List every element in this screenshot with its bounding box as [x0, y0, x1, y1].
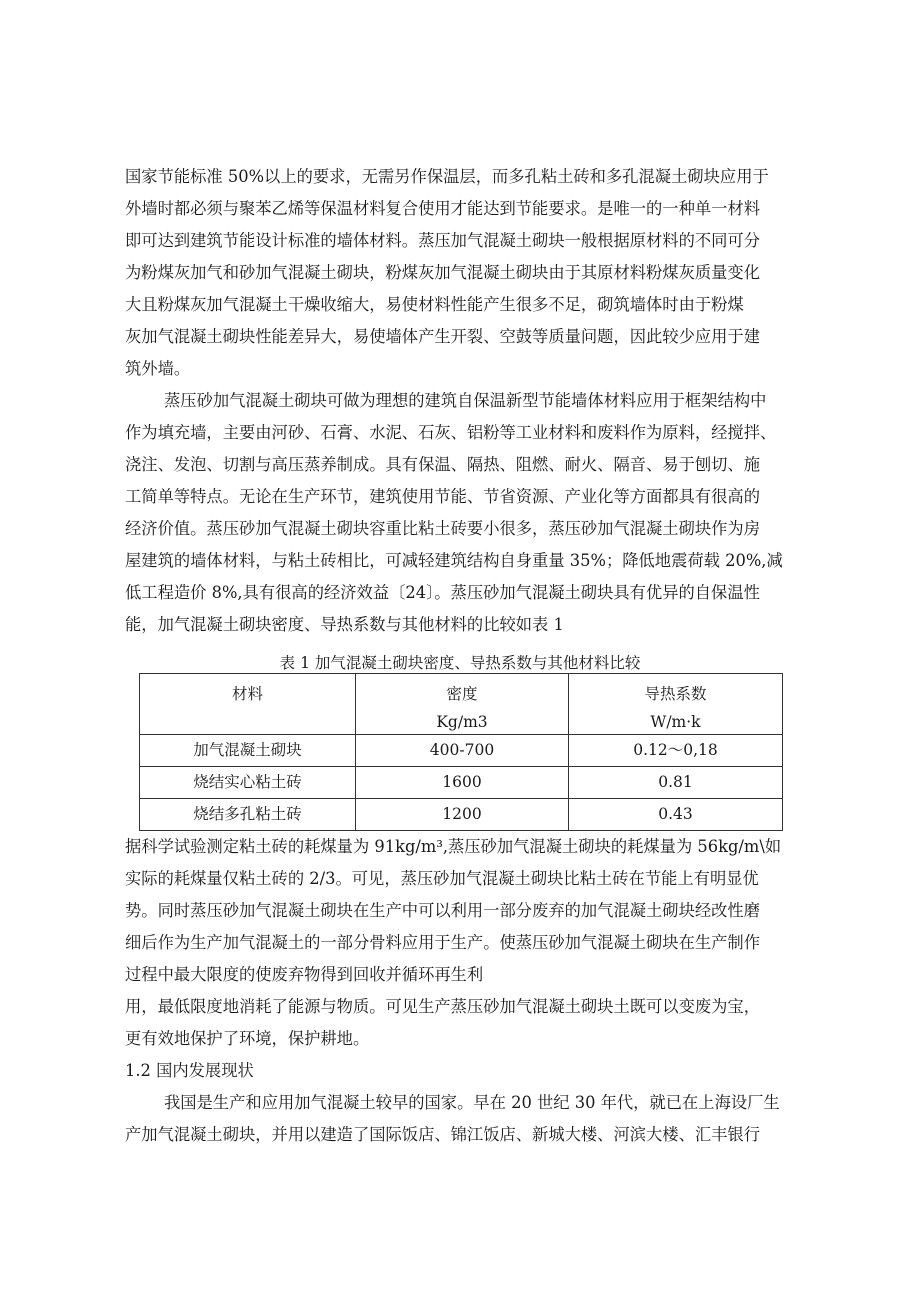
paragraph-4-line: 产加气混凝土砌块，并用以建造了国际饭店、锦江饭店、新城大楼、河滨大楼、汇丰银行 — [125, 1125, 760, 1144]
paragraph-3-line: 细后作为生产加气混凝土的一部分骨料应用于生产。使蒸压砂加气混凝土砌块在生产制作 — [125, 933, 760, 952]
paragraph-2-line: 蒸压砂加气混凝土砌块可做为理想的建筑自保温新型节能墙体材料应用于框架结构中 — [164, 391, 767, 410]
table-header-row — [140, 674, 783, 735]
paragraph-3-line: 据科学试验测定粘土砖的耗煤量为 91kg/m³,蒸压砂加气混凝土砌块的耗煤量为 56kg/m\如 — [125, 837, 782, 856]
cell-conductivity: 0.43 — [569, 799, 783, 831]
cell-material: 烧结多孔粘土砖 — [140, 799, 356, 831]
section-heading: 1.2 国内发展现状 — [125, 1061, 254, 1080]
paragraph-1-line: 即可达到建筑节能设计标准的墙体材料。蒸压加气混凝土砌块一般根据原材料的不同可分 — [125, 231, 760, 250]
table-row — [140, 735, 783, 767]
table-row — [140, 799, 783, 831]
paragraph-1-line: 大且粉煤灰加气混凝土干燥收缩大，易使材料性能产生很多不足，砌筑墙体时由于粉煤 — [125, 295, 744, 314]
table-caption: 表 1 加气混凝土砌块密度、导热系数与其他材料比较 — [279, 654, 641, 672]
header-label: 密度 — [446, 685, 478, 703]
header-label: 材料 — [231, 685, 263, 703]
paragraph-3-line: 过程中最大限度的使废弃物得到回收并循环再生利 — [125, 965, 484, 984]
cell-conductivity: 0.12～0,18 — [569, 735, 783, 767]
header-density — [356, 674, 569, 735]
cell-density: 1600 — [356, 767, 569, 799]
paragraph-1-line: 外墙时都必须与聚苯乙烯等保温材料复合使用才能达到节能要求。是唯一的一种单一材料 — [125, 199, 760, 218]
header-unit: W/m·k — [650, 713, 701, 731]
paragraph-2-line: 经济价值。蒸压砂加气混凝土砌块容重比粘土砖要小很多，蒸压砂加气混凝土砌块作为房 — [125, 519, 760, 538]
paragraph-1-line: 为粉煤灰加气和砂加气混凝土砌块，粉煤灰加气混凝土砌块由于其原材料粉煤灰质量变化 — [125, 263, 760, 282]
paragraph-2-line: 作为填充墙，主要由河砂、石膏、水泥、石灰、铝粉等工业材料和废料作为原料，经搅拌、 — [125, 423, 777, 442]
paragraph-3-line: 实际的耗煤量仅粘土砖的 2/3。可见，蒸压砂加气混凝土砌块比粘土砖在节能上有明显优 — [125, 869, 759, 888]
paragraph-2-line: 工简单等特点。无论在生产环节，建筑使用节能、节省资源、产业化等方面都具有很高的 — [125, 487, 760, 506]
paragraph-1-line: 国家节能标准 50%以上的要求，无需另作保温层，而多孔粘土砖和多孔混凝土砌块应用于 — [125, 167, 769, 186]
paragraph-2-line: 低工程造价 8%,具有很高的经济效益〔24〕。蒸压砂加气混凝土砌块具有优异的自保温性 — [125, 583, 760, 602]
paragraph-2-line: 屋建筑的墙体材料，与粘土砖相比，可减轻建筑结构自身重量 35%；降低地震荷载 20%,减 — [125, 551, 783, 570]
cell-material: 加气混凝土砌块 — [140, 735, 356, 767]
table-row — [140, 767, 783, 799]
paragraph-4-line: 我国是生产和应用加气混凝土较早的国家。早在 20 世纪 30 年代，就已在上海设厂生 — [164, 1093, 780, 1112]
paragraph-3-line: 用，最低限度地消耗了能源与物质。可见生产蒸压砂加气混凝土砌块土既可以变废为宝， — [125, 997, 760, 1016]
paragraph-3-line: 势。同时蒸压砂加气混凝土砌块在生产中可以利用一部分废弃的加气混凝土砌块经改性磨 — [125, 901, 760, 920]
header-unit: Kg/m3 — [436, 713, 488, 731]
paragraph-1-line: 灰加气混凝土砌块性能差异大，易使墙体产生开裂、空鼓等质量问题，因此较少应用于建 — [125, 327, 760, 346]
header-thermal-conductivity — [569, 674, 783, 735]
cell-conductivity: 0.81 — [569, 767, 783, 799]
paragraph-2-line: 浇注、发泡、切割与高压蒸养制成。具有保温、隔热、阻燃、耐火、隔音、易于刨切、施 — [125, 455, 760, 474]
cell-density: 1200 — [356, 799, 569, 831]
paragraph-2-line: 能，加气混凝土砌块密度、导热系数与其他材料的比较如表 1 — [125, 615, 564, 634]
paragraph-3-line: 更有效地保护了环境，保护耕地。 — [125, 1029, 370, 1048]
cell-material: 烧结实心粘土砖 — [140, 767, 356, 799]
header-label: 导热系数 — [644, 685, 707, 703]
comparison-table — [139, 673, 783, 831]
cell-density: 400-700 — [356, 735, 569, 767]
paragraph-1-line: 筑外墙。 — [125, 359, 191, 378]
header-material — [140, 674, 356, 735]
